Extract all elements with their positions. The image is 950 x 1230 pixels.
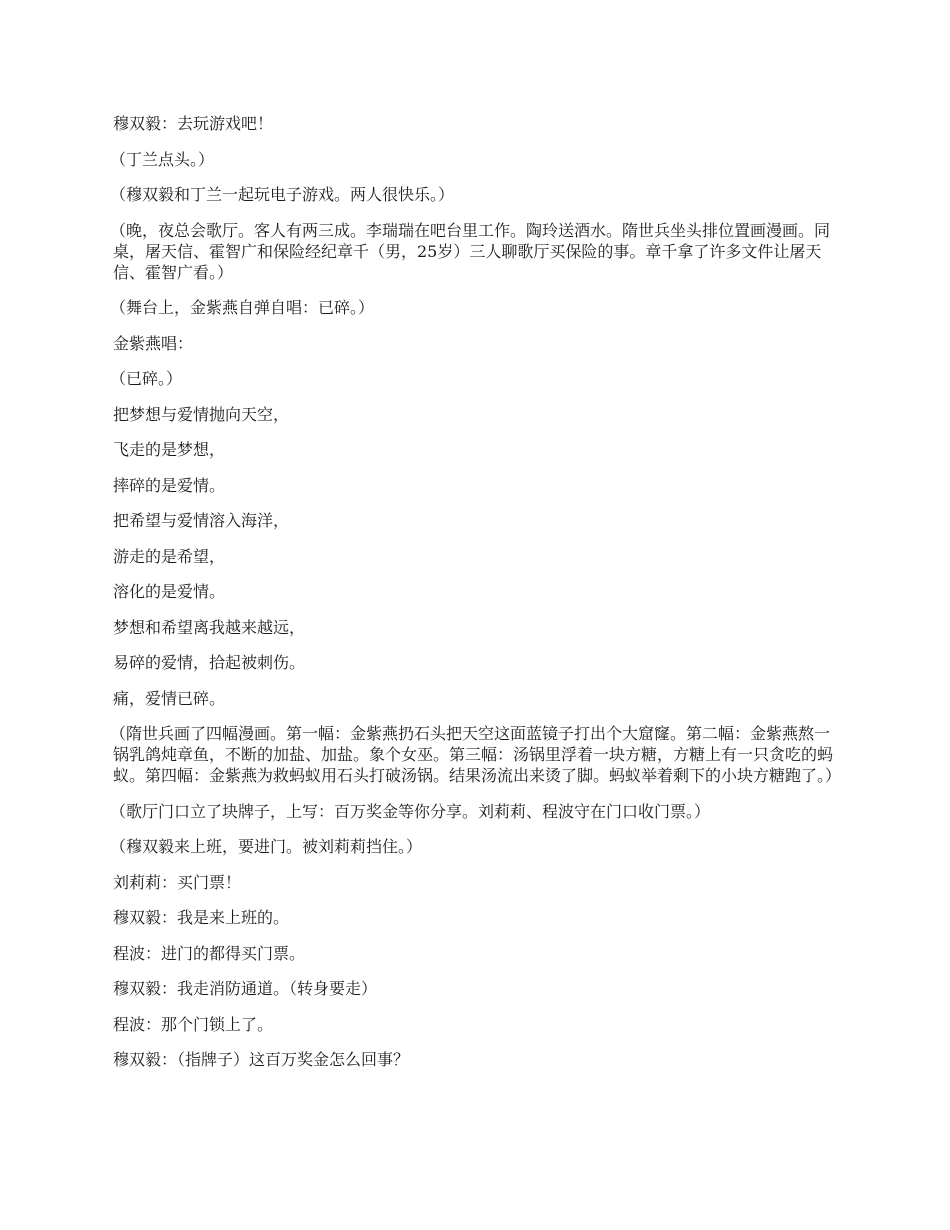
lyric-line: 溶化的是爱情。 [113, 582, 226, 601]
lyric-line: 易碎的爱情，拾起被刺伤。 [113, 653, 306, 672]
dialogue-line: 金紫燕唱： [113, 333, 194, 353]
script-text-body [110, 113, 843, 1085]
lyric-line: 痛，爱情已碎。 [113, 688, 226, 708]
dialogue-line: 穆双毅：去玩游戏吧！ [113, 114, 274, 133]
lyric-line: 摔碎的是爱情。 [113, 475, 226, 495]
lyric-line: 把梦想与爱情抛向天空， [113, 404, 290, 424]
stage-direction: （穆双毅来上班，要进门。被刘莉莉挡住。） [110, 837, 423, 856]
stage-direction: （舞台上，金紫燕自弹自唱：已碎。） [110, 298, 375, 317]
dialogue-line: 程波：那个门锁上了。 [113, 1014, 274, 1034]
dialogue-line: 程波：进门的都得买门票。 [113, 943, 306, 963]
dialogue-line: 穆双毅：我走消防通道。（转身要走） [113, 979, 378, 998]
lyric-line: 把希望与爱情溶入海洋， [113, 511, 290, 530]
stage-direction: （歌厅门口立了块牌子，上写：百万奖金等你分享。刘莉莉、程波守在门口收门票。） [110, 801, 711, 821]
stage-direction: （穆双毅和丁兰一起玩电子游戏。两人很快乐。） [110, 185, 455, 204]
stage-direction: （隋世兵画了四幅漫画。第一幅：金紫燕扔石头把天空这面蓝镜子打出个大窟窿。第二幅：金紫燕熬一锅乳鸽炖章鱼，不断的加盐、加盐。象个女巫。第三幅：汤锅里浮着一块方糖，方糖上有一只贪吃的蚂蚁。第四幅：金紫燕为救蚂蚁用石头打破汤锅。结果汤流出来烫了脚。蚂蚁举着剩下的小块方糖跑了。） [110, 724, 842, 785]
lyric-line: 梦想和希望离我越来越远， [113, 617, 306, 637]
dialogue-line: 刘莉莉：买门票！ [113, 872, 242, 892]
lyric-line: 飞走的是梦想， [113, 440, 226, 459]
stage-direction: （晚，夜总会歌厅。客人有两三成。李瑞瑞在吧台里工作。陶玲送酒水。隋世兵坐头排位置画漫画。同桌，屠天信、霍智广和保险经纪章千（男，25岁）三人聊歌厅买保险的事。章千拿了许多文件让屠天信、霍智广看。） [110, 220, 831, 282]
dialogue-line: 穆双毅：（指牌子）这百万奖金怎么回事？ [113, 1050, 410, 1069]
lyric-line: 游走的是希望， [113, 546, 226, 566]
dialogue-line: 穆双毅：我是来上班的。 [113, 908, 290, 927]
stage-direction: （已碎。） [110, 369, 183, 388]
stage-direction: （丁兰点头。） [110, 149, 215, 169]
